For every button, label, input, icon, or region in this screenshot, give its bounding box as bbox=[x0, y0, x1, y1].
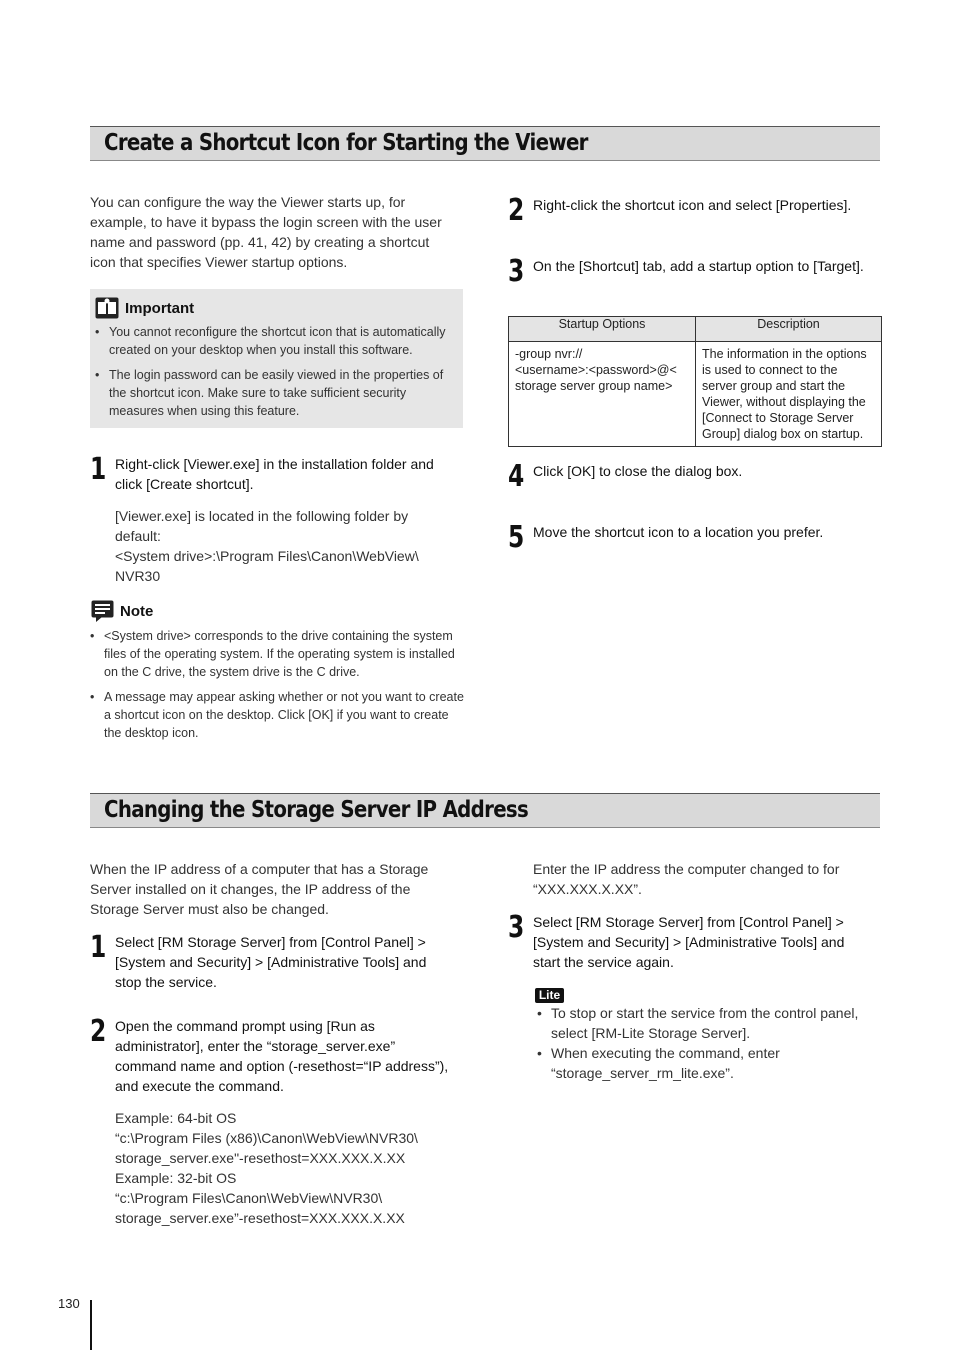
list-item: • To stop or start the service from the control panel, select [RM-Lite Storage Server]. bbox=[533, 1003, 878, 1043]
startup-options-table bbox=[508, 316, 882, 447]
cell-line: storage server group name> bbox=[515, 379, 673, 393]
intro-line: example, to have it bypass the login screen with the user bbox=[90, 214, 442, 230]
list-item: • The login password can be easily viewed in the properties of the shortcut icon. Make sure to take sufficient security measures when using this feature. bbox=[91, 366, 459, 420]
important-list bbox=[91, 323, 459, 420]
option-cell bbox=[509, 342, 696, 447]
section-title: Create a Shortcut Icon for Starting the Viewer bbox=[104, 130, 588, 156]
footer-rule bbox=[90, 1300, 92, 1350]
step-line: Select [RM Storage Server] from [Control Panel] > bbox=[115, 934, 426, 950]
step-number: 2 bbox=[90, 1014, 107, 1049]
step-line: command name and option (-resethost=“IP address”), bbox=[115, 1058, 449, 1074]
page-number: 130 bbox=[58, 1296, 80, 1311]
table-header-row bbox=[509, 317, 882, 342]
step-text: Right-click [Viewer.exe] in the installation folder and click [Create shortcut]. bbox=[115, 456, 434, 492]
step-text bbox=[115, 932, 465, 992]
step-number: 3 bbox=[508, 910, 525, 945]
detail-line: [Viewer.exe] is located in the following folder by bbox=[115, 508, 409, 524]
cell-line: [Connect to Storage Server bbox=[702, 411, 854, 425]
section-title: Changing the Storage Server IP Address bbox=[104, 797, 529, 823]
column-header: Description bbox=[696, 317, 882, 342]
description-cell bbox=[696, 342, 882, 447]
important-callout bbox=[90, 289, 463, 428]
detail-line: <System drive>:\Program Files\Canon\WebView\ bbox=[115, 548, 419, 564]
continued-line: Enter the IP address the computer changed to for bbox=[533, 861, 840, 877]
intro-line: You can configure the way the Viewer starts up, for bbox=[90, 194, 406, 210]
note-list bbox=[86, 627, 464, 742]
list-item: • A message may appear asking whether or not you want to create a shortcut icon on the desktop. Click [OK] if you want to create the desktop icon. bbox=[86, 688, 464, 742]
section-header-ip-address bbox=[90, 793, 880, 828]
list-item: • You cannot reconfigure the shortcut icon that is automatically created on your desktop when you install this software. bbox=[91, 323, 459, 359]
list-item: • When executing the command, enter “storage_server_rm_lite.exe”. bbox=[533, 1043, 878, 1083]
cell-line: Viewer, without displaying the bbox=[702, 395, 866, 409]
example-line: “c:\Program Files (x86)\Canon\WebView\NVR30\ bbox=[115, 1130, 418, 1146]
column-header: Startup Options bbox=[509, 317, 696, 342]
lite-list bbox=[533, 1003, 878, 1083]
step-number: 1 bbox=[90, 452, 107, 487]
step-line: administrator], enter the “storage_server.exe” bbox=[115, 1038, 396, 1054]
intro-line: Server installed on it changes, the IP address of the bbox=[90, 881, 411, 897]
step-text: Move the shortcut icon to a location you prefer. bbox=[533, 524, 824, 540]
step-line: Select [RM Storage Server] from [Control Panel] > bbox=[533, 914, 844, 930]
cell-line: The information in the options bbox=[702, 347, 867, 361]
note-label: Note bbox=[120, 602, 154, 620]
example-line: storage_server.exe"-resethost=XXX.XXX.X.XX bbox=[115, 1150, 406, 1166]
cell-line: server group and start the bbox=[702, 379, 846, 393]
example-line: storage_server.exe”-resethost=XXX.XXX.X.XX bbox=[115, 1210, 405, 1226]
cell-line: -group nvr:// bbox=[515, 347, 583, 361]
intro-line: name and password (pp. 41, 42) by creating a shortcut bbox=[90, 234, 430, 250]
intro-line: icon that specifies Viewer startup options. bbox=[90, 254, 348, 270]
lite-badge: Lite bbox=[535, 988, 564, 1003]
command-examples bbox=[115, 1108, 465, 1228]
step-text bbox=[533, 912, 883, 972]
important-heading bbox=[95, 297, 194, 319]
step-number: 4 bbox=[508, 459, 525, 494]
step-number: 1 bbox=[90, 930, 107, 965]
example-line: Example: 32-bit OS bbox=[115, 1170, 237, 1186]
cell-line: <username>:<password>@< bbox=[515, 363, 677, 377]
step-text bbox=[115, 1016, 470, 1096]
section-header-shortcut bbox=[90, 126, 880, 161]
step-line: and execute the command. bbox=[115, 1078, 284, 1094]
step-number: 3 bbox=[508, 254, 525, 289]
step-line: start the service again. bbox=[533, 954, 674, 970]
step-line: [System and Security] > [Administrative Tools] and bbox=[533, 934, 845, 950]
important-icon bbox=[95, 297, 119, 319]
intro-line: When the IP address of a computer that has a Storage bbox=[90, 861, 429, 877]
step-number: 2 bbox=[508, 193, 525, 228]
note-heading bbox=[91, 600, 153, 622]
example-line: “c:\Program Files\Canon\WebView\NVR30\ bbox=[115, 1190, 383, 1206]
step-line: stop the service. bbox=[115, 974, 217, 990]
important-label: Important bbox=[125, 299, 195, 317]
intro-line: Storage Server must also be changed. bbox=[90, 901, 329, 917]
step-number: 5 bbox=[508, 520, 525, 555]
cell-line: is used to connect to the bbox=[702, 363, 838, 377]
step-1-detail bbox=[115, 506, 465, 586]
intro-paragraph bbox=[90, 859, 470, 919]
example-line: Example: 64-bit OS bbox=[115, 1110, 237, 1126]
intro-paragraph bbox=[90, 192, 470, 272]
step-2-continued bbox=[533, 859, 883, 899]
cell-line: Group] dialog box on startup. bbox=[702, 427, 864, 441]
list-item: • <System drive> corresponds to the drive containing the system files of the operating system. If the operating system is installed on the C drive, the system drive is the C drive. bbox=[86, 627, 464, 681]
detail-line: NVR30 bbox=[115, 568, 161, 584]
detail-line: default: bbox=[115, 528, 161, 544]
note-icon bbox=[91, 600, 114, 622]
table-row bbox=[509, 342, 882, 447]
step-text: On the [Shortcut] tab, add a startup option to [Target]. bbox=[533, 258, 864, 274]
step-line: Open the command prompt using [Run as bbox=[115, 1018, 375, 1034]
step-line: [System and Security] > [Administrative Tools] and bbox=[115, 954, 427, 970]
step-text: Right-click the shortcut icon and select [Properties]. bbox=[533, 197, 852, 213]
step-text: Click [OK] to close the dialog box. bbox=[533, 463, 743, 479]
continued-line: “XXX.XXX.X.XX”. bbox=[533, 881, 642, 897]
